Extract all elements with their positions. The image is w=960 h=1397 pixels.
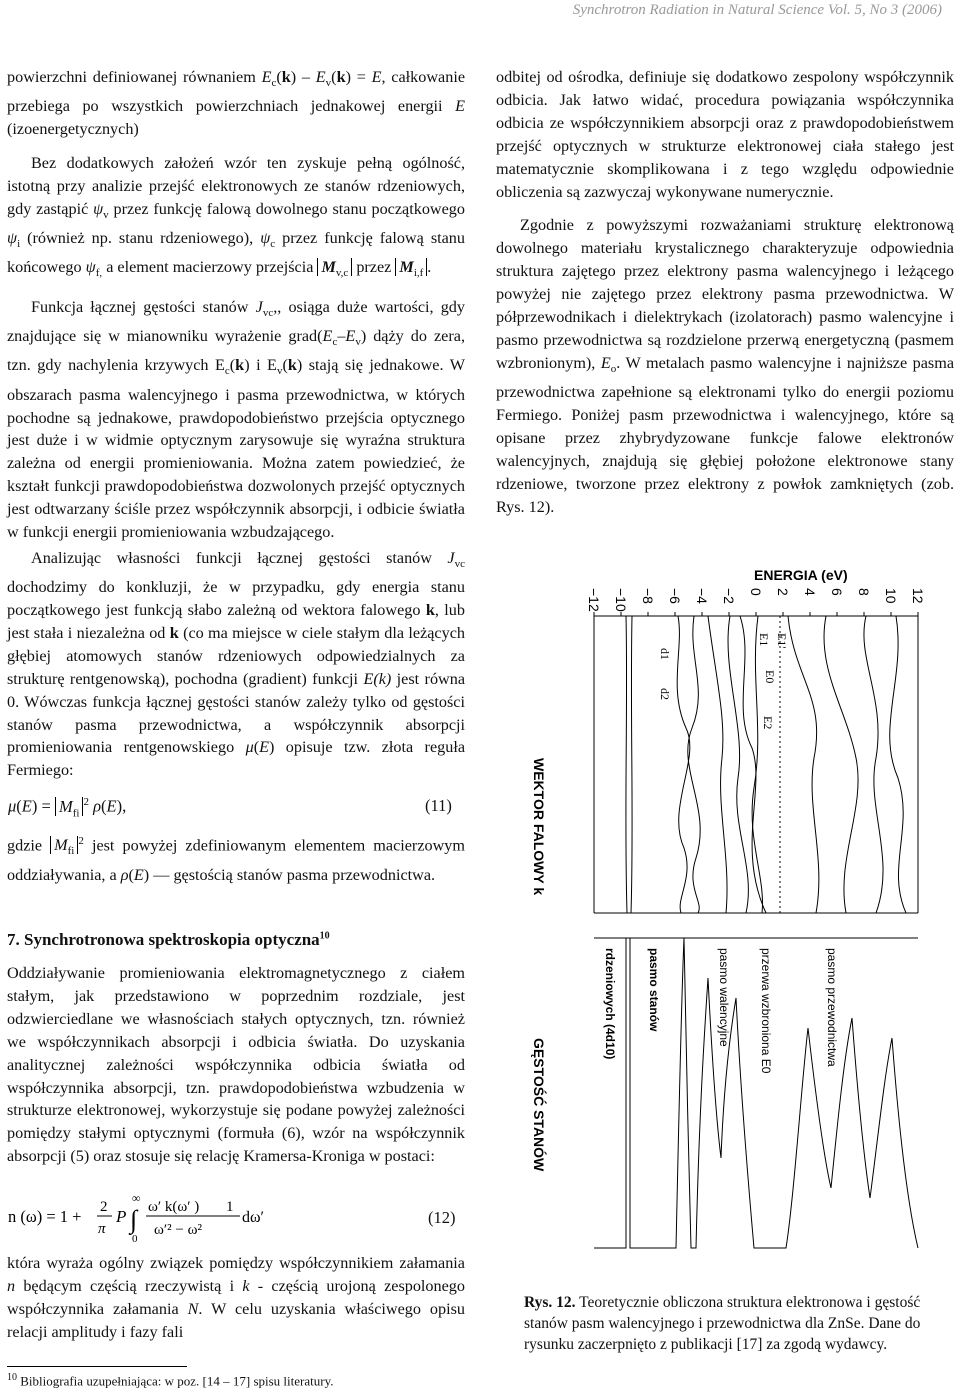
paragraph-6: Oddziaływanie promieniowania elektromagnetycznego z ciałem stałym, jak przedstawiono w poprzednim rozdziale, jest odzwierciedlane we własnościach stałych optycznych, tzn. również we współczynnikach absorpcji i odbicia światła. Do uzyskania analitycznej zależności współczynnika odbicia światła od współczynnika absorpcji, tzn. prawdopodobieństwa wzbudzenia w strukturze elektronowej, wykorzystuje się podane powyżej zależności pomiędzy stałymi optycznymi (formuła (6), wzór na współczynnik absorpcji (5) oraz stosuje się relację Kramersa-Kroniga w postaci: [7, 964, 465, 1166]
energy-tick-label: 12 [910, 588, 926, 604]
svg-text:E1': E1' [775, 633, 789, 649]
svg-text:d1: d1 [658, 648, 672, 660]
paragraph-7-wrap [7, 1252, 465, 1344]
figure-caption [524, 1292, 954, 1355]
equation-11: $\mu(E) = M_{fi}^2$ ρ(E), [8, 796, 127, 819]
energy-tick-label: −2 [721, 588, 737, 604]
footnote-rule [7, 1366, 187, 1367]
band-structure-panel [594, 616, 918, 913]
svg-text:E2: E2 [761, 716, 775, 730]
energy-tick-label: 0 [748, 588, 764, 596]
svg-text:pasmo walencyjne: pasmo walencyjne [717, 948, 731, 1047]
energy-tick-label: 10 [883, 588, 899, 604]
section-title: 7. Synchrotronowa spektroskopia optyczna$^{10}$ [7, 930, 330, 949]
energy-tick-label: −12 [586, 588, 602, 612]
svg-text:dω′: dω′ [242, 1209, 265, 1226]
figure-band-structure [526, 558, 956, 1273]
dos-label: GĘSTOŚĆ STANÓW [531, 1038, 547, 1172]
left-column [7, 66, 465, 544]
svg-text:E1: E1 [757, 633, 771, 647]
equation-12-number: (12) [428, 1208, 456, 1227]
right-paragraph-1: odbitej od ośrodka, definiuje się dodatkowo zespolony współczynnik odbicia. Jak łatwo widać, procedura powiązania współczynnika odbicia ze współczynnikiem absorpcji oraz z prawdopodobieństwem przejść optycznych w strukturze elektronowej ciała stałego jest matematycznie skomplikowana i z tego względu odpowiednie obliczenia są zazwyczaj wykonywane numerycznie. [496, 68, 954, 201]
energy-tick-label: 8 [856, 588, 872, 596]
svg-text:d2: d2 [658, 688, 672, 700]
energy-tick-label: −8 [640, 588, 656, 604]
energy-tick-label: −10 [613, 588, 629, 612]
caption-label: Rys. 12. [524, 1294, 576, 1311]
energy-tick-label: −4 [694, 588, 710, 604]
footnote-number: 10 [7, 1372, 17, 1383]
paragraph-7: która wyraża ogólny związek pomiędzy współczynnikiem załamania n będącym częścią rzeczywistą i k - częścią urojoną zespolonego współczynnika załamania N. W celu uzyskania właściwego opisu relacji amplitudy i fazy fali [7, 1254, 465, 1341]
paragraph-6-wrap [7, 962, 465, 1168]
equation-11-number: (11) [425, 796, 452, 815]
right-column [496, 66, 954, 518]
svg-text:∫: ∫ [130, 1205, 138, 1234]
svg-text:n (ω) = 1 +: n (ω) = 1 + [8, 1207, 82, 1226]
svg-text:2: 2 [100, 1199, 108, 1215]
paragraph-5: gdzie $M_{fi}^2$ jest powyżej zdefiniowanym elementem macierzowym oddziaływania, a ρ(E) — gęstością stanów pasma przewodnictwa. [7, 835, 465, 884]
footnote-text: Bibliografia uzupełniająca: w poz. [14 – 17] spisu literatury. [20, 1373, 334, 1389]
wave-vector-label: WEKTOR FALOWY k [531, 758, 547, 896]
svg-text:przerwa wzbroniona E0: przerwa wzbroniona E0 [759, 948, 773, 1074]
energy-tick-label: 2 [775, 588, 791, 596]
paragraph-5-wrap [7, 830, 465, 886]
energy-tick-label: 4 [802, 588, 818, 596]
svg-text:E0: E0 [763, 670, 777, 684]
footnote [7, 1372, 333, 1389]
right-paragraph-2: Zgodnie z powyższymi rozważaniami strukturę elektronową dowolnego materiału krystalicznego charakteryzuje odpowiednia struktura zajętego przez elektrony pasma walencyjnego i leżącego powyżej nie zajętego przez elektrony pasma przewodnictwa. W półprzewodnikach i dielektrykach (izolatorach) pasmo walencyjne i pasmo przewodnictwa są rozdzielone przerwą energetyczną (pasmem wzbronionym), $E_o$. W metalach pasmo walencyjne i najniższe pasma przewodnictwa zapełnione są elektronami tylko do energii poziomu Fermiego. Poniżej pasm przewodnictwa i walencyjnego, które są opisane przez zhybrydyzowane funkcje falowe elektronów walencyjnych, znajdują się głębiej położone elektronowe stany rdzeniowe, tworzone przez elektrony z powłok zamkniętych (zob. Rys. 12). [496, 216, 955, 516]
svg-text:P: P [116, 1207, 127, 1226]
equation-12 [8, 1192, 408, 1242]
svg-text:pasmo przewodnictwa: pasmo przewodnictwa [825, 948, 839, 1067]
svg-text:ω′ k(ω′ ): ω′ k(ω′ ) [148, 1199, 200, 1215]
paragraph-2: Bez dodatkowych założeń wzór ten zyskuje pełną ogólność, istotną przy analizie przejść elektronowych ze stanów rdzeniowych, gdy zastąpić $\psi_v$ przez funkcję falową dowolnego stanu początkowego $\psi_i$ (również np. stanu rdzeniowego), $\psi_c$ przez funkcję falową stanu końcowego $\psi_{f,}$ a element macierzowy przejścia $M_{v,c}$ przez $M_{i,f}$ . [7, 153, 465, 280]
paragraph-3: Funkcja łącznej gęstości stanów $J_{vc}$,, osiąga duże wartości, gdy znajdujące się w mianowniku wyrażenie $grad(E_c-E_v)$ dąży do zera, tzn. gdy nachylenia krzywych $E_c(k)$ i $E_v(k)$ stają się jednakowe. W obszarach pasma walencyjnego i pasma przewodnictwa, w których pochodne są jednakowe, prawdopodobieństwo przejścia optycznego jest duże i w widmie optycznym zarysowuje się wyraźna struktura zależna od energii promieniowania. Można zatem powiedzieć, że kształt funkcji prawdopodobieństwa dozwolonych przejść optycznych jest odtwarzany ściśle przez współczynnik absorpcji, i odbicie światła w funkcji energii promieniowania wzbudzającego. [7, 298, 466, 542]
svg-text:0: 0 [132, 1233, 138, 1244]
energy-tick-label: −6 [667, 588, 683, 604]
svg-text:rdzeniowych (4d10): rdzeniowych (4d10) [603, 948, 617, 1060]
energy-tick-label: 6 [829, 588, 845, 596]
svg-text:∞: ∞ [132, 1192, 141, 1205]
svg-text:π: π [98, 1221, 106, 1237]
energy-axis-label: ENERGIA (eV) [754, 567, 848, 583]
caption-text: Teoretycznie obliczona struktura elektronowa i gęstość stanów pasm walencyjnego i przewodnictwa dla ZnSe. Dane do rysunku zaczerpnięto z publikacji [17] za zgodą wydawcy. [524, 1294, 921, 1353]
paragraph-4: Analizując własności funkcji łącznej gęstości stanów $J_{vc}$ dochodzimy do konkluzji, że w przypadku, gdy energia stanu początkowego jest funkcją słabo zależną od wektora falowego k, lub jest stała i niezależna od k (co ma miejsce w ciele stałym dla leżących głębiej atomowych stanów rdzeniowych odpowiedzialnych za strukturę rentgenowską), pochodna (gradient) funkcji E(k) jest równa 0. Wówczas funkcja łącznej gęstości stanów zależy tylko od gęstości stanów pasma przewodnictwa, a współczynnik absorpcji promieniowania rentgenowskiego μ(E) opisuje tzw. złota reguła Fermiego: [7, 549, 466, 780]
svg-text:1: 1 [226, 1199, 234, 1215]
svg-text:pasmo stanów: pasmo stanów [647, 948, 661, 1032]
svg-text:ω′² − ω²: ω′² − ω² [154, 1222, 202, 1238]
left-column-lower [7, 547, 465, 782]
dos-panel [594, 938, 918, 1248]
running-header: Synchrotron Radiation in Natural Science Vol. 5, No 3 (2006) [572, 2, 942, 18]
paragraph-1: powierzchni definiowanej równaniem $E_c(k) - E_v(k) = E$, całkowanie przebiega po wszystkich powierzchniach jednakowej energii E (izoenergetycznych) [7, 68, 466, 139]
